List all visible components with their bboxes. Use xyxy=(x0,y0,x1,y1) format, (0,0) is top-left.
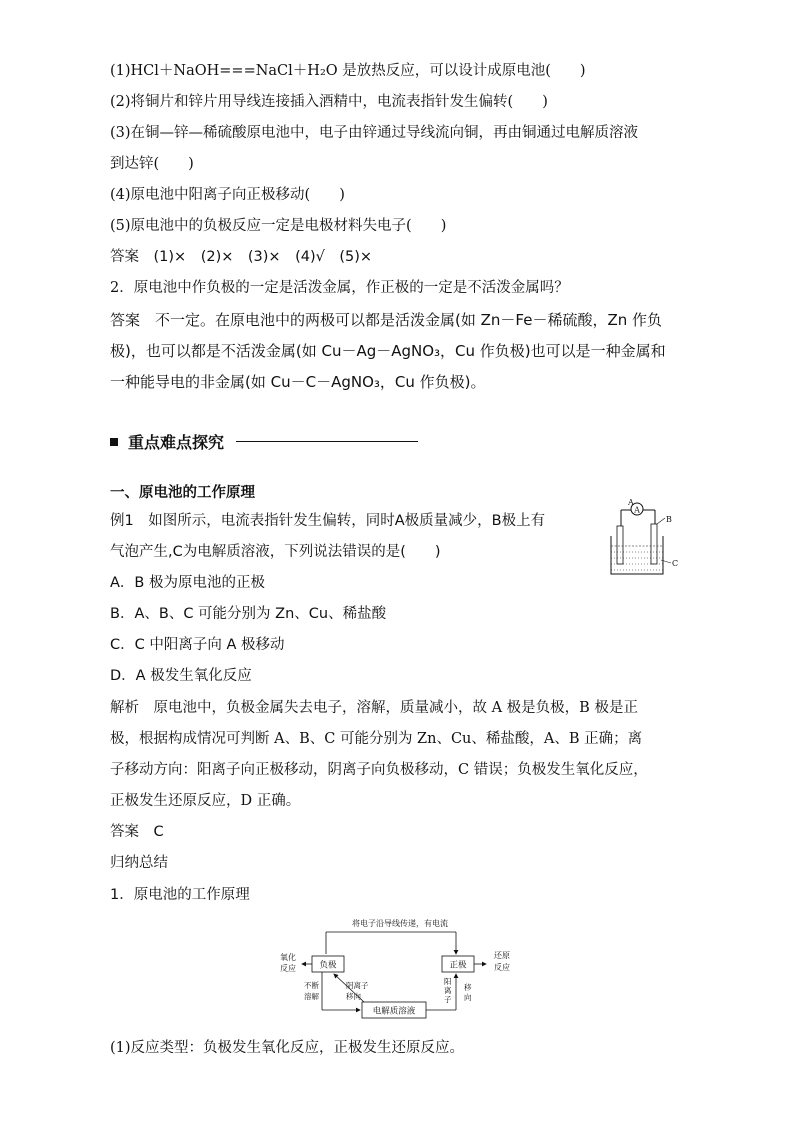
anion-label-1: 阴离子 xyxy=(346,981,369,990)
figure-label-b: B xyxy=(666,515,672,524)
reduction-label-1: 还原 xyxy=(494,951,510,960)
move-label-2: 向 xyxy=(464,993,472,1002)
judgement-q3-line1: (3)在铜—锌—稀硫酸原电池中，电子由锌通过导线流向铜，再由铜通过电解质溶液 xyxy=(110,125,639,141)
cation-label-3: 子 xyxy=(444,995,452,1004)
electrode-a xyxy=(617,526,623,564)
question2-answer-line1: 答案 不一定。在原电池中的两极可以都是活泼金属(如 Zn－Fe－稀硫酸，Zn 作负 xyxy=(110,311,662,329)
section-title: 重点难点探究 xyxy=(128,433,225,452)
figure-label-a: A xyxy=(628,498,634,507)
judgement-q5: (5)原电池中的负极反应一定是电极材料失电子( ) xyxy=(110,218,447,234)
ammeter-label: A xyxy=(634,505,640,515)
question2-answer-line3: 一种能导电的非金属(如 Cu－C－AgNO₃，Cu 作负极)。 xyxy=(110,373,486,391)
heading-rule xyxy=(236,441,418,442)
judgement-q4: (4)原电池中阳离子向正极移动( ) xyxy=(110,187,345,203)
question2-text: 2．原电池中作负极的一定是活泼金属，作正极的一定是不活泼金属吗？ xyxy=(110,280,569,296)
analysis-line1: 解析 原电池中，负极金属失去电子，溶解，质量减小，故 A 极是负极，B 极是正 xyxy=(110,700,638,716)
example1-answer: 答案 C xyxy=(110,824,164,840)
working-principle-diagram xyxy=(272,914,528,1024)
figure-label-c: C xyxy=(672,559,679,568)
subsection-title: 一、原电池的工作原理 xyxy=(110,485,255,501)
section-heading xyxy=(110,430,418,453)
option-b: B．A、B、C 可能分别为 Zn、Cu、稀盐酸 xyxy=(110,606,387,622)
oxidation-label-1: 氧化 xyxy=(280,953,296,962)
dissolve-label-1: 不断 xyxy=(304,981,319,990)
electron-flow-label: 将电子沿导线传递，有电流 xyxy=(352,919,448,928)
cation-label-2: 离 xyxy=(444,986,452,995)
move-label-1: 移 xyxy=(464,983,472,992)
judgement-answer: 答案 (1)× (2)× (3)× (4)√ (5)× xyxy=(110,249,373,265)
judgement-q2: (2)将铜片和锌片用导线连接插入酒精中，电流表指针发生偏转( ) xyxy=(110,94,548,110)
negative-electrode-label: 负极 xyxy=(319,960,337,971)
square-bullet-icon xyxy=(110,438,118,446)
oxidation-label-2: 反应 xyxy=(280,964,296,973)
judgement-q3-line2: 到达锌( ) xyxy=(110,156,194,172)
option-d: D．A 极发生氧化反应 xyxy=(110,668,252,684)
option-c: C．C 中阳离子向 A 极移动 xyxy=(110,637,285,653)
example1-line2: 气泡产生,C为电解质溶液，下列说法错误的是( ) xyxy=(110,544,441,560)
question2-answer-line2: 极)，也可以都是不活泼金属(如 Cu－Ag－AgNO₃，Cu 作负极)也可以是一种金属和 xyxy=(110,342,666,360)
summary-title: 归纳总结 xyxy=(110,855,168,871)
electrolyte-label: 电解质溶液 xyxy=(372,1006,416,1017)
summary-item1-1: (1)反应类型：负极发生氧化反应，正极发生还原反应。 xyxy=(110,1040,465,1056)
example1-line1: 例1 如图所示，电流表指针发生偏转，同时A极质量减少，B极上有 xyxy=(110,513,546,529)
cation-label-1: 阳 xyxy=(444,977,452,986)
analysis-line2: 极，根据构成情况可判断 A、B、C 可能分别为 Zn、Cu、稀盐酸，A、B 正确；离 xyxy=(110,731,643,747)
summary-item1: 1．原电池的工作原理 xyxy=(110,887,250,903)
option-a: A．B 极为原电池的正极 xyxy=(110,575,265,591)
reduction-label-2: 反应 xyxy=(494,963,510,972)
analysis-line4: 正极发生还原反应，D 正确。 xyxy=(110,793,301,809)
galvanic-cell-figure xyxy=(605,496,685,580)
judgement-q1: (1)HCl＋NaOH===NaCl＋H₂O 是放热反应，可以设计成原电池( ) xyxy=(110,63,586,79)
anion-label-2: 移向 xyxy=(346,992,361,1001)
positive-electrode-label: 正极 xyxy=(449,960,467,971)
analysis-line3: 子移动方向：阳离子向正极移动，阴离子向负极移动，C 错误；负极发生氧化反应， xyxy=(110,762,648,778)
dissolve-label-2: 溶解 xyxy=(304,992,319,1001)
